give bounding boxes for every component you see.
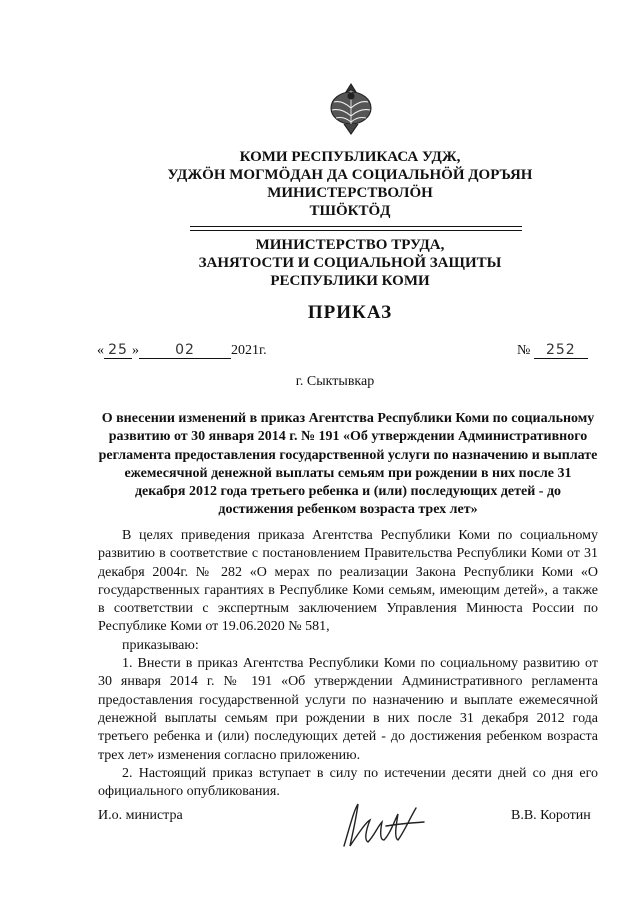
date-month-handwritten: 02 bbox=[175, 342, 195, 358]
header-divider-thick bbox=[190, 226, 522, 227]
header-komi-line-1: КОМИ РЕСПУБЛИКАСА УДЖ, bbox=[239, 149, 461, 165]
header-komi-line-2: УДЖӦН МОГМӦДАН ДА СОЦИАЛЬНӦЙ ДОРЪЯН bbox=[167, 167, 533, 183]
date-month bbox=[139, 343, 231, 359]
body-paragraph-4: 2. Настоящий приказ вступает в силу по истечении десяти дней со дня его официального опубликования. bbox=[98, 765, 598, 800]
number-label: № bbox=[517, 343, 531, 358]
number-value bbox=[534, 343, 588, 359]
date-close-quote: » bbox=[132, 343, 139, 358]
order-title: ПРИКАЗ bbox=[307, 302, 393, 323]
date-day bbox=[104, 343, 132, 359]
body-paragraph-3: 1. Внести в приказ Агентства Республики Коми по социальному развитию от 30 января 2014 г. № 191 «Об утверждении Административного регламента предоставления государственной услуги по назначению и выплате ежемесячной денежной выплаты семьям при рождении в них после 31 декабря 2012 года третьего ребенка и (или) последующих детей - до достижения ребенком возраста трех лет» изменения согласно приложению. bbox=[98, 656, 598, 763]
order-number bbox=[517, 343, 588, 359]
body-paragraph-1: В целях приведения приказа Агентства Республики Коми по социальному развитию в соответствие с постановлением Правительства Республики Коми от 31 декабря 2004г. № 282 «О мерах по реализации Закона Республики Коми «О государственных гарантиях в Республике Коми семьям, имеющим детей», а также в соответствии с экспертным заключением Управления Минюста России по Республике Коми от 19.06.2020 № 581, bbox=[98, 528, 598, 635]
date-open-quote: « bbox=[97, 343, 104, 358]
signatory-position: И.о. министра bbox=[98, 808, 183, 823]
date-year: 2021г. bbox=[231, 343, 267, 358]
handwritten-signature bbox=[336, 796, 428, 852]
header-komi bbox=[30, 148, 640, 220]
coat-of-arms-emblem bbox=[326, 78, 376, 140]
header-russian bbox=[30, 236, 640, 290]
number-value-handwritten: 252 bbox=[545, 342, 576, 358]
body-paragraph-2: приказываю: bbox=[122, 637, 199, 653]
date-day-handwritten: 25 bbox=[108, 342, 128, 358]
signatory-name: В.В. Коротин bbox=[511, 808, 591, 823]
order-body bbox=[98, 527, 598, 801]
order-date bbox=[97, 343, 267, 359]
header-rus-line-1: МИНИСТЕРСТВО ТРУДА, bbox=[255, 237, 445, 253]
header-komi-line-3: МИНИСТЕРСТВОЛӦН bbox=[267, 185, 433, 201]
header-rus-line-2: ЗАНЯТОСТИ И СОЦИАЛЬНОЙ ЗАЩИТЫ bbox=[198, 255, 502, 271]
city: г. Сыктывкар bbox=[295, 374, 375, 389]
header-komi-line-4: ТШӦКТӦД bbox=[309, 203, 391, 219]
header-rus-line-3: РЕСПУБЛИКИ КОМИ bbox=[270, 273, 430, 289]
order-subject: О внесении изменений в приказ Агентства Республики Коми по социальному развитию от 30 января 2014 г. № 191 «Об утверждении Административного регламента предоставления государственной услуги по назначению и выплате ежемесячной денежной выплаты семьям при рождении в них после 31 декабря 2012 года третьего ребенка и (или) последующих детей - до достижения ребенком возраста трех лет» bbox=[98, 411, 598, 518]
header-divider-thin bbox=[190, 230, 522, 231]
